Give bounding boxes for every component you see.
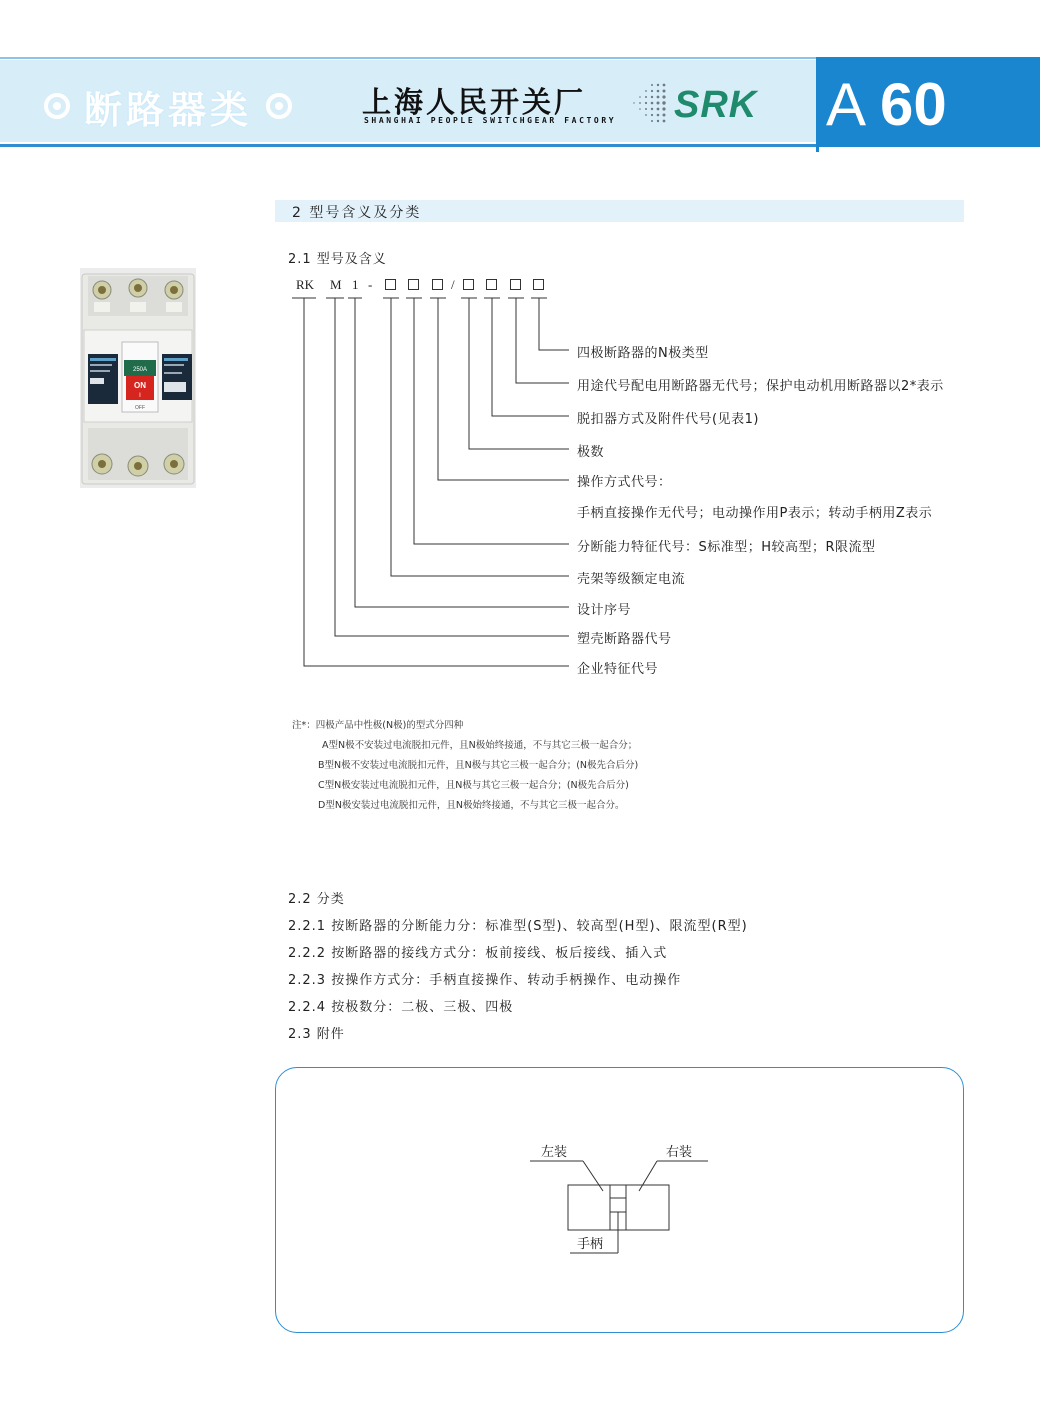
- leader-frame: [391, 298, 569, 576]
- attachments-title: 2.3 附件: [288, 1027, 345, 1042]
- brand-logo: SRK: [674, 84, 758, 126]
- desc-usage-code: 用途代号配电用断路器无代号；保护电动机用断路器以2*表示: [577, 379, 944, 394]
- desc-release-code: 脱扣器方式及附件代号(见表1): [577, 412, 759, 427]
- leader-release: [492, 298, 569, 416]
- leader-operation: [438, 298, 569, 480]
- subsection-title: 2.1 型号及含义: [288, 252, 387, 267]
- leader-n-type: [539, 298, 569, 350]
- desc-frame-current: 壳架等级额定电流: [577, 572, 686, 587]
- note: [292, 716, 638, 816]
- code-box: [486, 279, 497, 290]
- code-box: [432, 279, 443, 290]
- classification-item: 2.2.2 按断路器的接线方式分：板前接线、板后接线、插入式: [288, 946, 668, 961]
- accessory-diagram: [275, 1067, 964, 1333]
- left-mount-label: 左装: [541, 1145, 568, 1160]
- halftone-dots-icon: [628, 82, 668, 124]
- note-item-b: B型N极不安装过电流脱扣元件，且N极与其它三极一起合分；(N极先合后分): [318, 760, 639, 771]
- category-title: [44, 76, 292, 136]
- leader-poles: [469, 298, 569, 449]
- page-letter: A: [826, 71, 867, 138]
- model-slash: /: [451, 277, 455, 292]
- leader-mccb: [335, 298, 569, 636]
- leader-design: [355, 298, 569, 607]
- page-code: [826, 70, 947, 139]
- page-number: 60: [880, 71, 947, 138]
- handle-label: 手柄: [577, 1237, 604, 1252]
- rating-label: 250A: [132, 367, 148, 373]
- desc-breaking-capacity: 分断能力特征代号：S标准型；H较高型；R限流型: [577, 540, 876, 555]
- code-box: [408, 279, 419, 290]
- category-label: 断路器类: [84, 87, 253, 132]
- model-prefix-rk: RK: [296, 277, 315, 292]
- note-item-d: D型N极安装过电流脱扣元件，且N极始终接通，不与其它三极一起合分。: [318, 800, 625, 811]
- classification-title: 2.2 分类: [288, 892, 345, 907]
- note-title: 注*：四极产品中性极(N极)的型式分四种: [292, 720, 464, 731]
- desc-n-pole-type: 四极断路器的N极类型: [577, 346, 709, 361]
- model-prefix-m: M: [330, 277, 342, 292]
- leader-usage: [516, 298, 569, 383]
- classification-item: 2.2.1 按断路器的分断能力分：标准型(S型)、较高型(H型)、限流型(R型): [288, 919, 748, 934]
- header-bottom-rule: [0, 144, 818, 147]
- code-box: [533, 279, 544, 290]
- section-title: 2 型号含义及分类: [292, 205, 422, 221]
- desc-mccb-code: 塑壳断路器代号: [577, 632, 672, 647]
- circle-bullet-icon: [44, 93, 70, 119]
- on-label: ON: [134, 381, 146, 390]
- code-box: [385, 279, 396, 290]
- note-item-c: C型N极安装过电流脱扣元件，且N极与其它三极一起合分；(N极先合后分): [318, 780, 629, 791]
- model-prefix-dash: -: [368, 277, 373, 292]
- note-item-a: A型N极不安装过电流脱扣元件，且N极始终接通，不与其它三极一起合分；: [322, 740, 638, 751]
- classification-item: 2.2.4 按极数分：二极、三极、四极: [288, 1000, 514, 1015]
- code-box: [510, 279, 521, 290]
- factory-name-cn: 上海人民开关厂: [362, 85, 587, 119]
- code-box: [463, 279, 474, 290]
- leader-breaking: [414, 298, 569, 544]
- classification-section: [288, 886, 748, 1048]
- factory-name-en: SHANGHAI PEOPLE SWITCHGEAR FACTORY: [364, 116, 617, 125]
- classification-item: 2.2.3 按操作方式分：手柄直接操作、转动手柄操作、电动操作: [288, 973, 682, 988]
- right-mount-label: 右装: [666, 1145, 693, 1160]
- off-label: OFF: [135, 405, 145, 411]
- circuit-breaker-photo: [80, 268, 196, 488]
- circle-bullet-icon: [266, 93, 292, 119]
- desc-operation-code: 操作方式代号：: [577, 475, 672, 490]
- desc-enterprise-code: 企业特征代号: [577, 662, 659, 677]
- leader-enterprise: [304, 298, 569, 666]
- desc-design-number: 设计序号: [577, 603, 632, 618]
- model-prefix-1: 1: [352, 277, 359, 292]
- desc-operation-detail: 手柄直接操作无代号；电动操作用P表示；转动手柄用Z表示: [577, 506, 933, 521]
- on-sub-label: I: [139, 393, 141, 399]
- desc-poles: 极数: [577, 445, 605, 460]
- page-code-panel-edge: [816, 57, 819, 152]
